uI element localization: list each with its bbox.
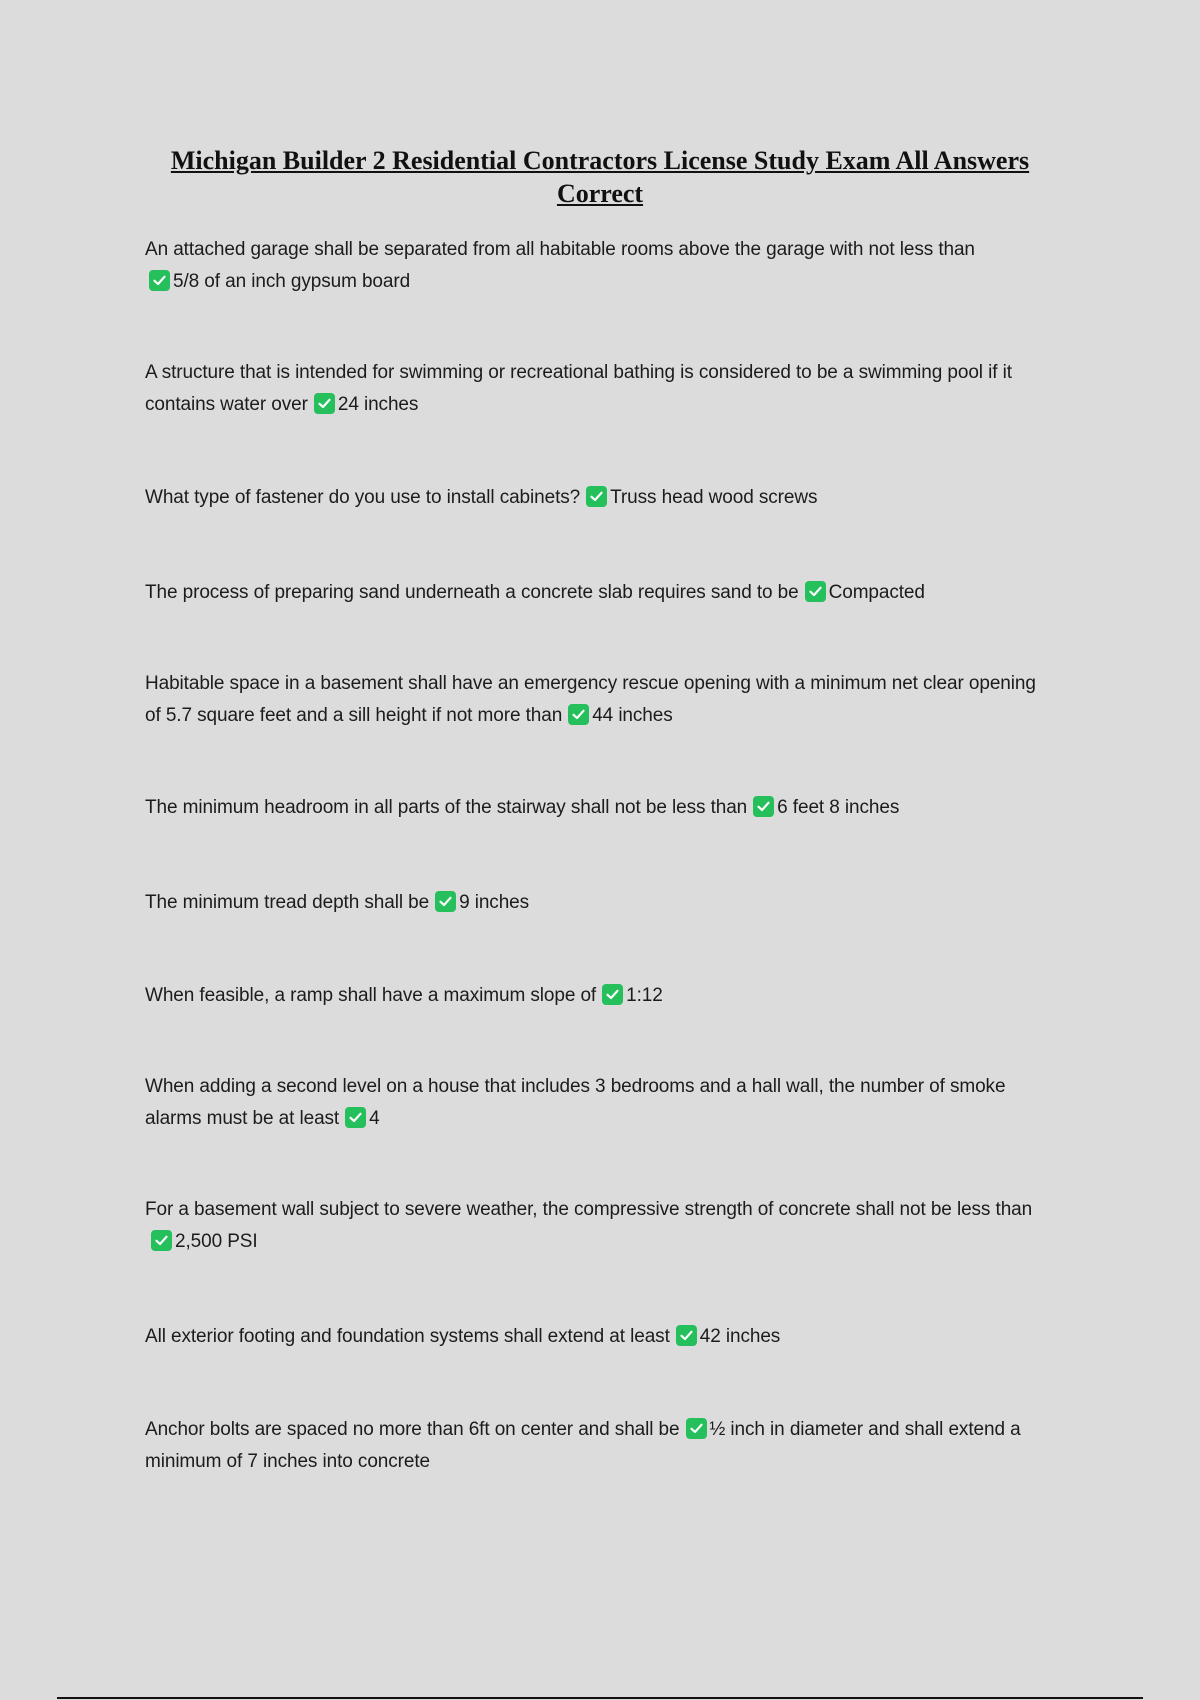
question-text: For a basement wall subject to severe weather, the compressive strength of concrete shall not be less than [145,1199,1033,1220]
answer-text: 9 inches [459,892,530,913]
qa-item [145,1321,1045,1353]
document-title: Michigan Builder 2 Residential Contractors License Study Exam All Answers Correct [170,146,1030,208]
qa-item [145,577,1045,609]
answer-text: 5/8 of an inch gypsum board [173,271,411,292]
question-text: Habitable space in a basement shall have an emergency rescue opening with a minimum net clear opening of 5.7 square feet and a sill height if not more than [145,673,1036,726]
check-mark-icon [686,1418,707,1439]
footer-divider [57,1697,1143,1699]
answer-text: Compacted [828,582,925,603]
question-text: Anchor bolts are spaced no more than 6ft on center and shall be [145,1419,680,1440]
check-mark-icon [676,1325,697,1346]
qa-item [145,1414,1045,1478]
answer-text: 6 feet 8 inches [777,797,900,818]
question-text: The minimum headroom in all parts of the stairway shall not be less than [145,797,748,818]
answer-text: 1:12 [626,985,663,1006]
check-mark-icon [602,984,623,1005]
question-text: A structure that is intended for swimming or recreational bathing is considered to be a swimming pool if it contains water over [145,362,1012,415]
answer-text: 24 inches [337,394,419,415]
check-mark-icon [151,1230,172,1251]
answer-text: Truss head wood screws [610,487,818,508]
check-mark-icon [805,581,826,602]
question-text: An attached garage shall be separated from all habitable rooms above the garage with not less than [145,239,975,260]
question-text: The minimum tread depth shall be [145,892,430,913]
question-text: All exterior footing and foundation systems shall extend at least [145,1326,670,1347]
check-mark-icon [568,704,589,725]
answer-text: 44 inches [592,705,673,726]
qa-item [145,357,1045,421]
qa-item [145,234,1045,298]
check-mark-icon [586,486,607,507]
question-text: When feasible, a ramp shall have a maximum slope of [145,985,597,1006]
check-mark-icon [753,796,774,817]
qa-item [145,482,1045,514]
answer-text: 2,500 PSI [175,1231,258,1252]
qa-item [145,887,1045,919]
check-mark-icon [345,1107,366,1128]
check-mark-icon [149,270,170,291]
check-mark-icon [314,393,335,414]
check-mark-icon [435,891,456,912]
answer-text: ½ inch in diameter and shall extend a minimum of 7 inches into concrete [145,1419,1021,1472]
question-text: What type of fastener do you use to install cabinets? [145,487,581,508]
question-text: When adding a second level on a house that includes 3 bedrooms and a hall wall, the number of smoke alarms must be at least [145,1076,1006,1129]
qa-item [145,1194,1045,1258]
answer-text: 4 [369,1108,380,1129]
question-text: The process of preparing sand underneath a concrete slab requires sand to be [145,582,799,603]
answer-text: 42 inches [699,1326,781,1347]
qa-item [145,980,1045,1012]
qa-item [145,792,1045,824]
qa-item [145,1071,1045,1135]
qa-item [145,668,1045,732]
